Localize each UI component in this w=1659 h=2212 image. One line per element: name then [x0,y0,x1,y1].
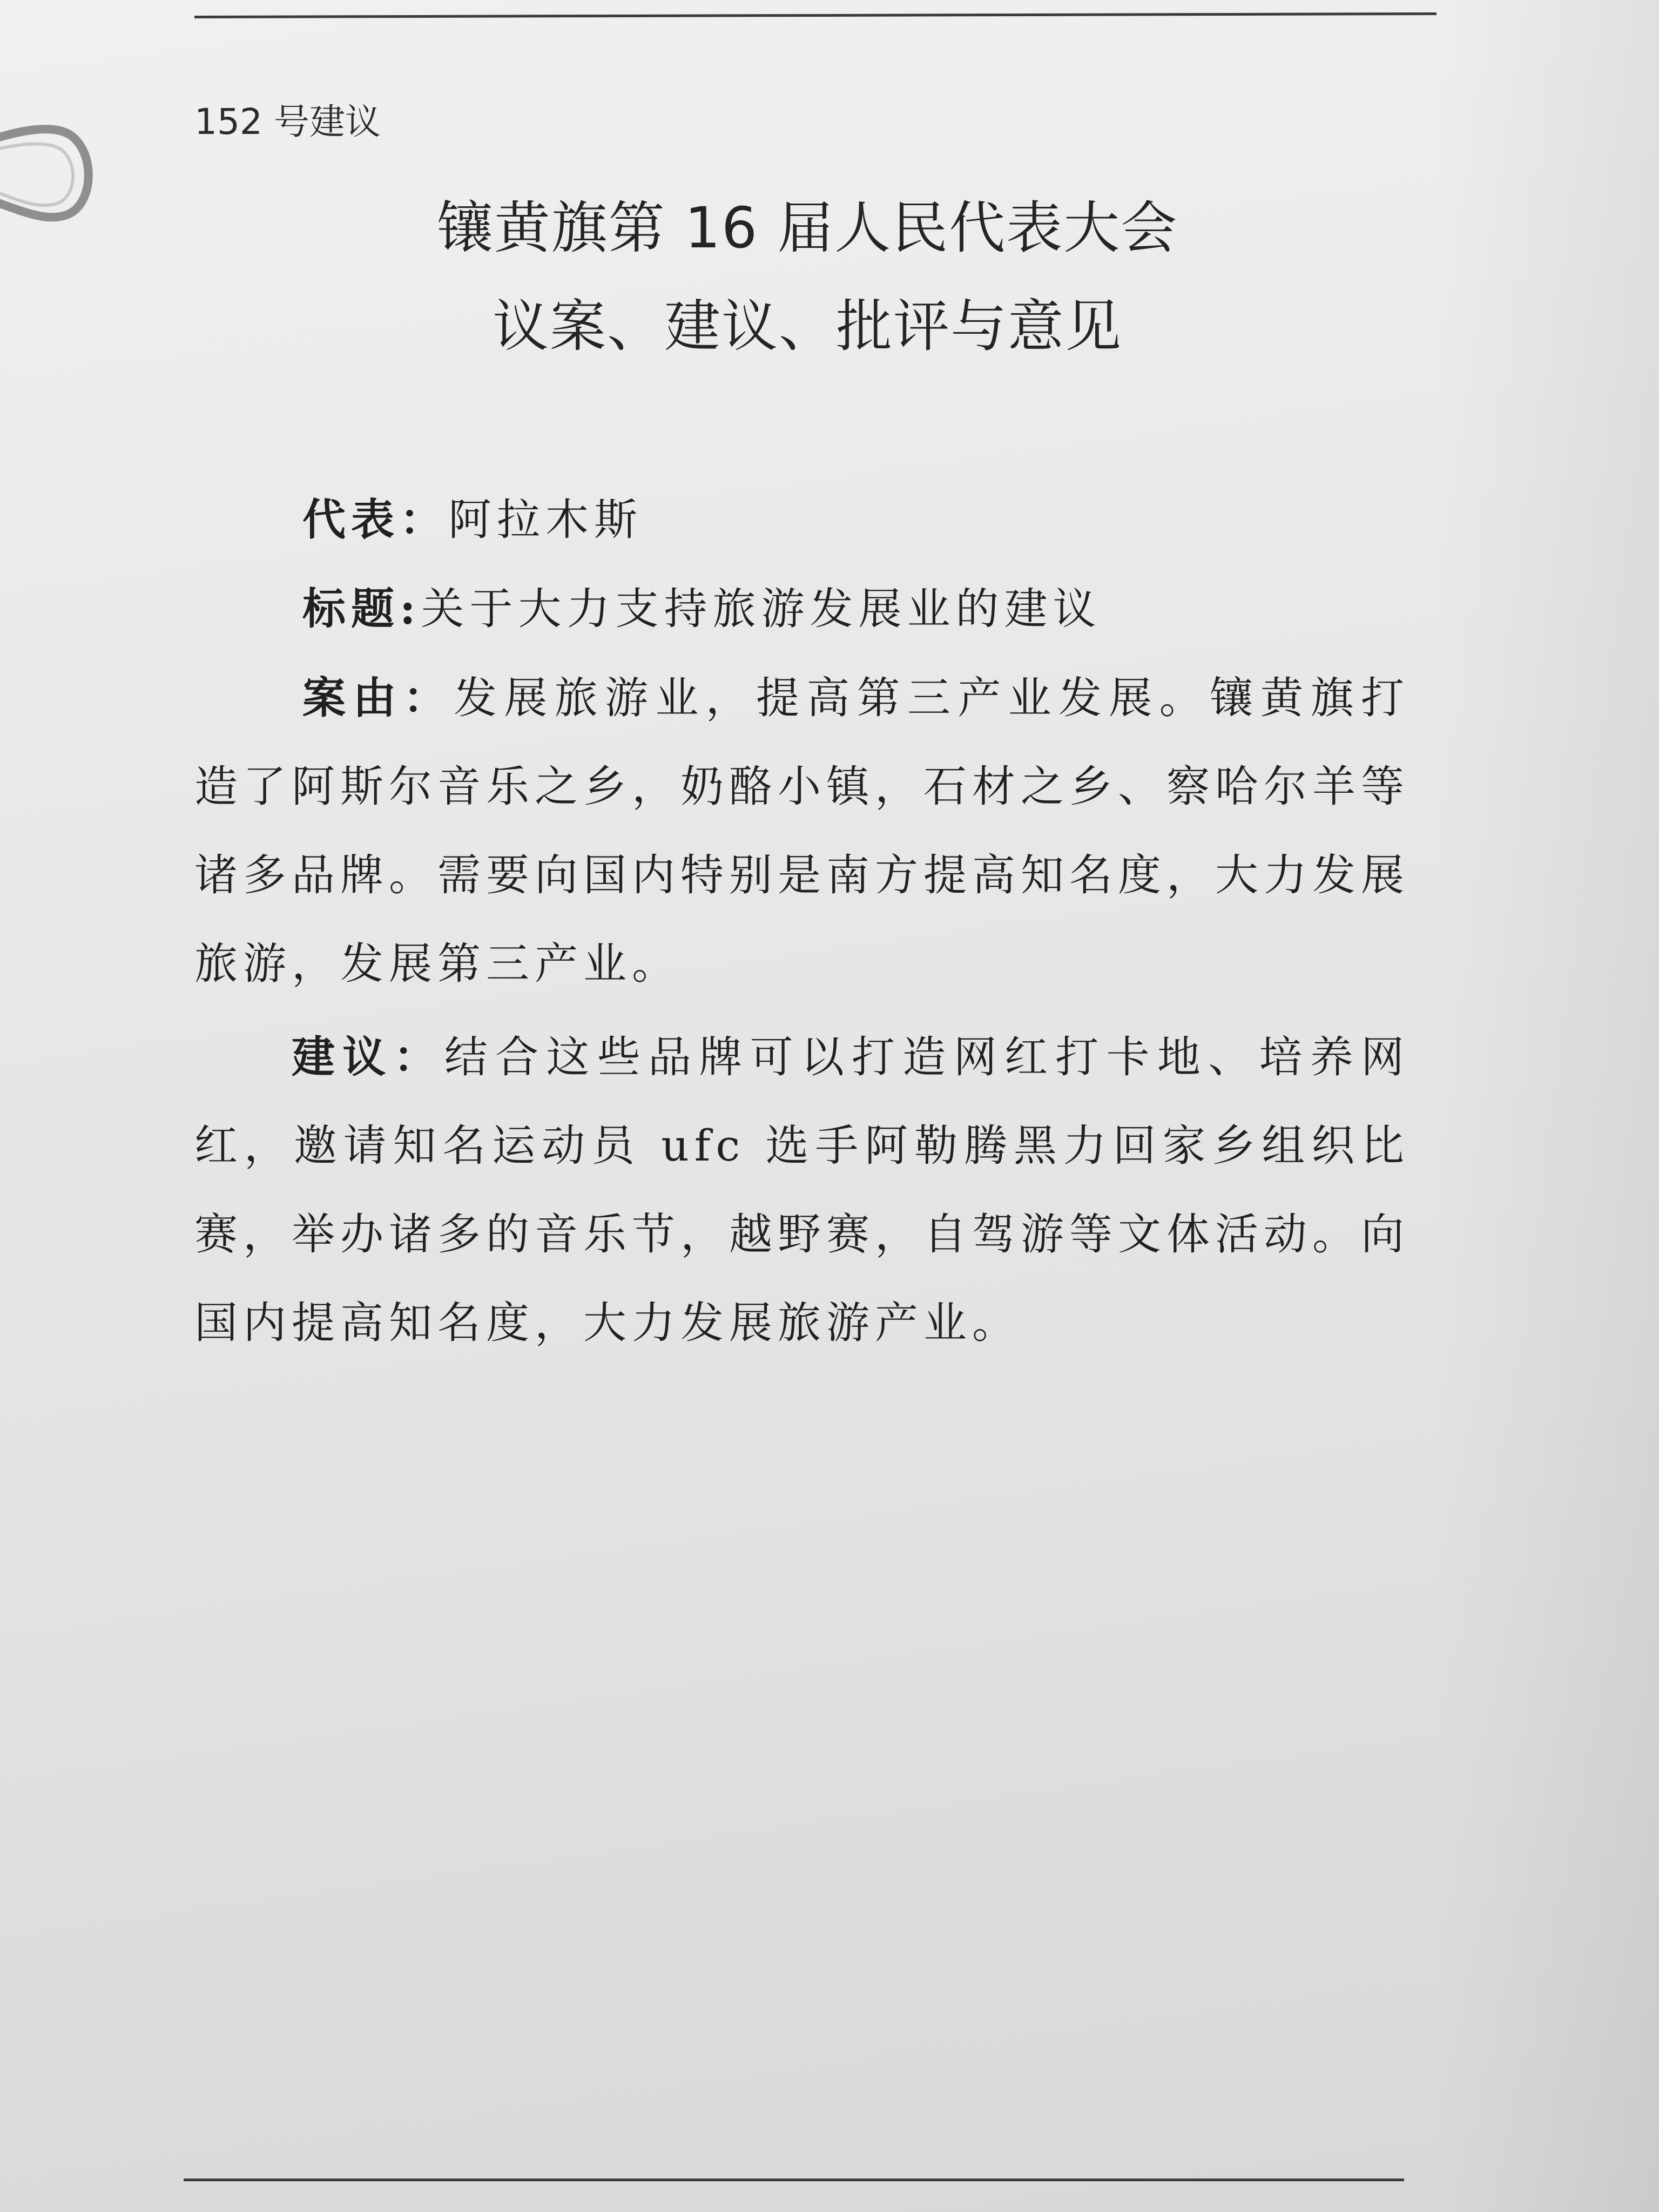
footer-rule [184,2179,1404,2181]
header-rule [194,12,1437,18]
document-body [194,475,1410,1367]
representative-name: 阿拉木斯 [448,495,643,545]
subject-line [194,564,1410,653]
subject-label: 标题: [302,583,421,634]
suggestion-text: 结合这些品牌可以打造网红打卡地、培养网红，邀请知名运动员 ufc 选手阿勒腾黑力回家乡组织比赛，举办诸多的音乐节，越野赛，自驾游等文体活动。向国内提高知名度，大力发展旅游产业。 [194,1032,1410,1348]
reason-paragraph [194,653,1410,1008]
suggestion-paragraph [194,1013,1410,1367]
representative-label: 代表： [302,494,448,545]
document-subtitle: 议案、建议、批评与意见 [492,293,1122,359]
proposal-number: 152 号建议 [194,101,381,143]
document-title: 镶黄旗第 16 届人民代表大会 [436,195,1178,261]
representative-line [194,475,1410,564]
reason-label: 案由： [302,672,454,723]
suggestion-label: 建议： [292,1031,444,1082]
subject-text: 关于大力支持旅游发展业的建议 [421,584,1102,634]
reason-text: 发展旅游业，提高第三产业发展。镶黄旗打造了阿斯尔音乐之乡，奶酪小镇，石材之乡、察哈尔羊等诸多品牌。需要向国内特别是南方提高知名度，大力发展旅游，发展第三产业。 [194,673,1410,989]
